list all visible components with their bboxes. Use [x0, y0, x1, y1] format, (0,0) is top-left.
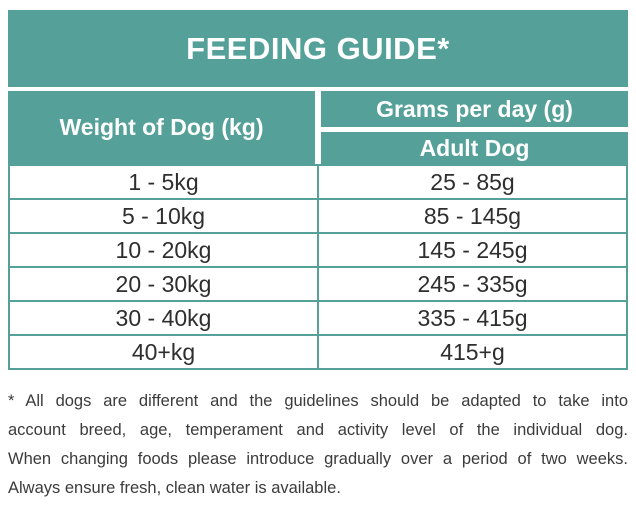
table-row [9, 233, 627, 267]
title-band [8, 10, 628, 87]
table-row [9, 199, 627, 233]
table-row [9, 165, 627, 199]
weight-cell: 1 - 5kg [9, 165, 318, 199]
weight-cell: 20 - 30kg [9, 267, 318, 301]
feeding-guide-sheet [8, 10, 628, 503]
feeding-table-body [9, 165, 627, 369]
footnote-line: Always ensure fresh, clean water is available. [8, 479, 341, 497]
footnote-line: * All dogs are different and the guidelines should be adapted to take into [8, 392, 628, 410]
grams-cell: 145 - 245g [318, 233, 627, 267]
grams-column-header: Grams per day (g) [321, 91, 628, 127]
grams-cell: 335 - 415g [318, 301, 627, 335]
table-row [9, 267, 627, 301]
footnote-line: account breed, age, temperament and activity level of the individual dog. [8, 421, 628, 439]
grams-cell: 245 - 335g [318, 267, 627, 301]
weight-cell: 10 - 20kg [9, 233, 318, 267]
page-title: FEEDING GUIDE* [186, 30, 450, 66]
grams-cell: 415+g [318, 335, 627, 369]
table-row [9, 335, 627, 369]
grams-header-group [321, 91, 628, 164]
feeding-table [8, 164, 628, 370]
weight-cell: 40+kg [9, 335, 318, 369]
grams-cell: 25 - 85g [318, 165, 627, 199]
weight-column-header: Weight of Dog (kg) [8, 91, 315, 164]
table-header [8, 91, 628, 164]
weight-cell: 30 - 40kg [9, 301, 318, 335]
table-row [9, 301, 627, 335]
footnote-line: When changing foods please introduce gradually over a period of two weeks. [8, 450, 628, 468]
weight-cell: 5 - 10kg [9, 199, 318, 233]
footnote [8, 387, 628, 503]
grams-cell: 85 - 145g [318, 199, 627, 233]
adult-dog-subheader: Adult Dog [321, 132, 628, 164]
